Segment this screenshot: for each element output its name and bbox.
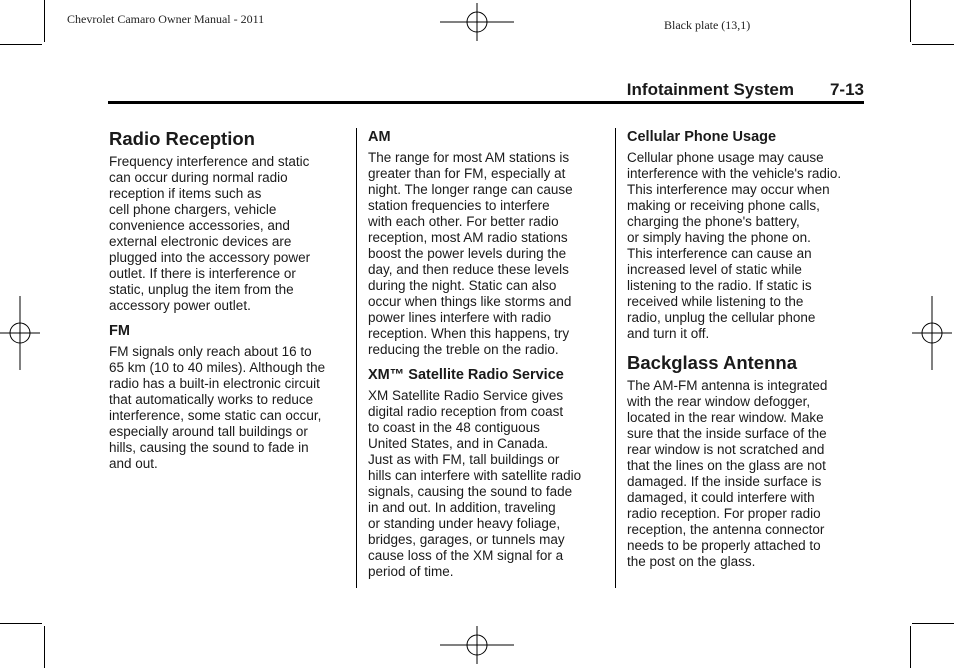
heading-radio-reception: Radio Reception: [109, 128, 255, 149]
registration-mark-icon: [440, 626, 514, 664]
heading-cellular-phone: Cellular Phone Usage: [627, 129, 777, 145]
crop-mark: [0, 44, 42, 45]
paragraph-radio-reception: Frequency interference and static can occur during normal radio reception if items such as cell phone chargers, vehicle convenience accessories, and external electronic devices are plugged into the accessory power outlet. If there is interference or static, unplug the item from the accessory power outlet.: [109, 154, 311, 313]
section-title: Infotainment System: [626, 80, 794, 99]
column-1: [109, 128, 345, 472]
crop-mark: [44, 0, 45, 42]
paragraph-xm-satellite: XM Satellite Radio Service gives digital radio reception from coast to coast in the 48 contiguous United States, and in Canada. Just as with FM, tall buildings or hills can interfere with satellite radio signals, causing the sound to fade in and out. In addition, traveling or standing under heavy foliage, bridges, garages, or tunnels may cause loss of the XM signal for a period of time.: [368, 388, 582, 579]
registration-mark-icon: [0, 296, 40, 370]
paragraph-am: The range for most AM stations is greater than for FM, especially at night. The longer range can cause station frequencies to interfere with each other. For better radio reception, most AM radio stations boost the power levels during the day, and then reduce these levels during the night. Static can also occur when things like storms and power lines interfere with radio reception. When this happens, try reducing the treble on the radio.: [368, 150, 573, 357]
column-2: [368, 128, 604, 580]
crop-mark: [910, 0, 911, 42]
paragraph-cellular-phone: Cellular phone usage may cause interference with the vehicle's radio. This interference may occur when making or receiving phone calls, charging the phone's battery, or simply having the phone on. This interference can cause an increased level of static while listening to the radio. If static is received while listening to the radio, unplug the cellular phone and turn it off.: [627, 150, 842, 341]
running-header: [108, 78, 864, 100]
crop-mark: [910, 626, 911, 668]
column-divider: [615, 128, 616, 588]
crop-mark: [912, 623, 954, 624]
heading-backglass-antenna: Backglass Antenna: [627, 352, 797, 373]
crop-mark: [44, 626, 45, 668]
crop-mark: [0, 623, 42, 624]
registration-mark-icon: [440, 3, 514, 41]
manual-title: Chevrolet Camaro Owner Manual - 2011: [67, 12, 265, 26]
registration-mark-icon: [912, 296, 952, 370]
heading-am: AM: [368, 129, 391, 145]
header-rule: [108, 101, 864, 104]
paragraph-fm: FM signals only reach about 16 to 65 km (10 to 40 miles). Although the radio has a built-in electronic circuit that automatically works to reduce interference, some static can occur, especially around tall buildings or hills, causing the sound to fade in and out.: [109, 344, 326, 471]
heading-xm-satellite: XM™ Satellite Radio Service: [368, 367, 564, 383]
page-number: 7-13: [829, 80, 864, 99]
column-divider: [356, 128, 357, 588]
plate-label: Black plate (13,1): [664, 18, 751, 32]
paragraph-backglass-antenna: The AM-FM antenna is integrated with the rear window defogger, located in the rear window. Make sure that the inside surface of the rear window is not scratched and that the lines on the glass are not damaged. If the inside surface is damaged, it could interfere with radio reception. For proper radio reception, the antenna connector needs to be properly attached to the post on the glass.: [627, 378, 828, 569]
crop-mark: [912, 44, 954, 45]
heading-fm: FM: [109, 323, 130, 339]
column-3: [627, 128, 863, 570]
